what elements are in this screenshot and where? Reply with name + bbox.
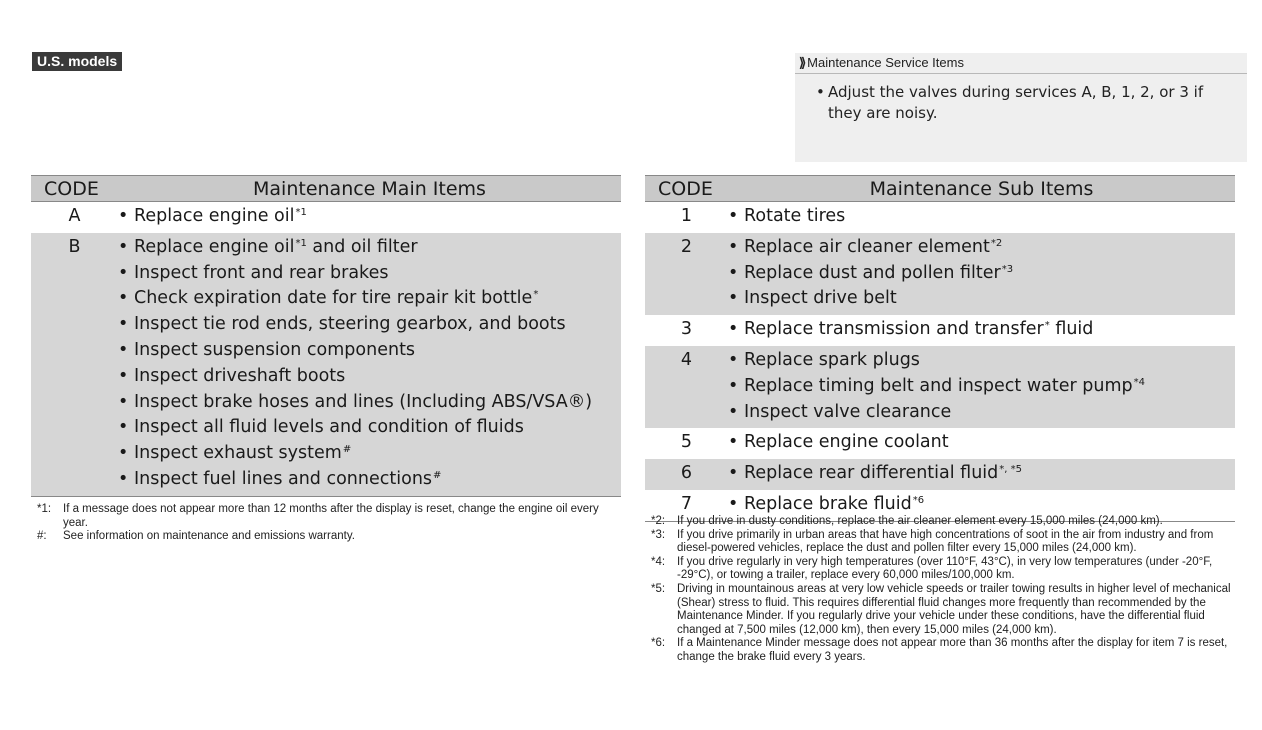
table-row xyxy=(645,315,1235,346)
maintenance-service-note xyxy=(795,53,1247,162)
list-item: • Inspect fuel lines and connections# xyxy=(134,467,621,493)
item-list xyxy=(728,461,1235,487)
item-list xyxy=(728,492,1235,518)
note-title: Maintenance Service Items xyxy=(807,55,964,70)
main-table-header xyxy=(31,176,621,202)
row-code: 1 xyxy=(645,202,728,233)
table-row xyxy=(645,428,1235,459)
table-row xyxy=(31,202,621,233)
row-code: 3 xyxy=(645,315,728,346)
footnote: *1: If a message does not appear more than 12 months after the display is reset, change the engine oil every year. xyxy=(37,503,599,529)
list-item: • Replace engine oil$^{*1}$ and oil filter xyxy=(134,235,621,261)
footnote: *5: Driving in mountainous areas at very low vehicle speeds or trailer towing results in higher level of mechanical (Shear) stress to fluid. This requires differential fluid changes more frequently than recommended by the Maintenance Minder. If you regularly drive your vehicle under these conditions, have the differential fluid changed at 7,500 miles (12,000 km), then every 15,000 miles (24,000 km). xyxy=(651,582,1231,636)
double-chevron-right-icon: ⟩⟩ xyxy=(799,55,804,70)
footnote: *3: If you drive primarily in urban areas that have high concentrations of soot in the air from industry and from diesel-powered vehicles, replace the dust and pollen filter every 15,000 miles (24,000 km). xyxy=(651,528,1214,555)
item-list xyxy=(118,204,621,230)
list-item: • Replace timing belt and inspect water pump$^{*4}$ xyxy=(744,374,1235,400)
list-item: • Inspect exhaust system# xyxy=(134,441,621,467)
list-item: • Replace air cleaner element$^{*2}$ xyxy=(744,235,1235,261)
table-row xyxy=(645,233,1235,315)
list-item: • Check expiration date for tire repair kit bottle* xyxy=(134,286,621,312)
list-item: • Inspect drive belt xyxy=(744,286,1235,312)
item-list xyxy=(728,204,1235,230)
row-code: B xyxy=(31,233,118,496)
row-code: 4 xyxy=(645,346,728,428)
footnote: *2: If you drive in dusty conditions, replace the air cleaner element every 15,000 miles (24,000 km). xyxy=(651,515,1163,527)
code-header: CODE xyxy=(31,176,118,202)
main-items-table xyxy=(31,175,621,497)
list-item: • Replace dust and pollen filter$^{*3}$ xyxy=(744,261,1235,287)
row-code: 5 xyxy=(645,428,728,459)
row-code: 6 xyxy=(645,459,728,490)
footnote: *4: If you drive regularly in very high temperatures (over 110°F, 43°C), in very low temperatures (under -20°F, -29°C), or towing a trailer, replace every 60,000 miles/100,000 km. xyxy=(651,555,1213,582)
items-header: Maintenance Main Items xyxy=(118,176,621,202)
list-item: • Inspect driveshaft boots xyxy=(134,364,621,390)
list-item: • Replace spark plugs xyxy=(744,348,1235,374)
item-list xyxy=(728,348,1235,425)
list-item: • Replace brake fluid$^{*6}$ xyxy=(744,492,1235,518)
code-header: CODE xyxy=(645,176,728,202)
list-item: • Inspect front and rear brakes xyxy=(134,261,621,287)
list-item: • Replace rear differential fluid$^{*, *5}$ xyxy=(744,461,1235,487)
note-title-bar xyxy=(795,53,1247,74)
row-code: A xyxy=(31,202,118,233)
items-header: Maintenance Sub Items xyxy=(728,176,1235,202)
item-list xyxy=(118,235,621,493)
list-item: • Inspect tie rod ends, steering gearbox, and boots xyxy=(134,312,621,338)
footnote: *6: If a Maintenance Minder message does not appear more than 36 months after the display for item 7 is reset, change the brake fluid every 3 years. xyxy=(651,637,1228,663)
item-list xyxy=(728,430,1235,456)
list-item: • Inspect valve clearance xyxy=(744,400,1235,426)
sub-items-table xyxy=(645,175,1235,522)
region-badge: U.S. models xyxy=(32,52,122,71)
list-item: • Inspect brake hoses and lines (Including ABS/VSA®) xyxy=(134,390,621,416)
table-row xyxy=(31,233,621,496)
item-list xyxy=(728,235,1235,312)
list-item: • Inspect suspension components xyxy=(134,338,621,364)
table-row xyxy=(645,459,1235,490)
list-item: • Rotate tires xyxy=(744,204,1235,230)
table-row xyxy=(645,346,1235,428)
footnote: #: See information on maintenance and emissions warranty. xyxy=(37,530,355,543)
footnotes-right xyxy=(651,515,1237,665)
note-item: • Adjust the valves during services A, B, 1, 2, or 3 if they are noisy. xyxy=(828,82,1229,124)
list-item: • Inspect all fluid levels and condition of fluids xyxy=(134,415,621,441)
sub-table-header xyxy=(645,176,1235,202)
list-item: • Replace transmission and transfer* fluid xyxy=(744,317,1235,343)
row-code: 7 xyxy=(645,490,728,521)
row-code: 2 xyxy=(645,233,728,315)
footnotes-left xyxy=(37,503,617,544)
list-item: • Replace engine oil$^{*1}$ xyxy=(134,204,621,230)
table-row xyxy=(645,202,1235,233)
item-list xyxy=(728,317,1235,343)
list-item: • Replace engine coolant xyxy=(744,430,1235,456)
